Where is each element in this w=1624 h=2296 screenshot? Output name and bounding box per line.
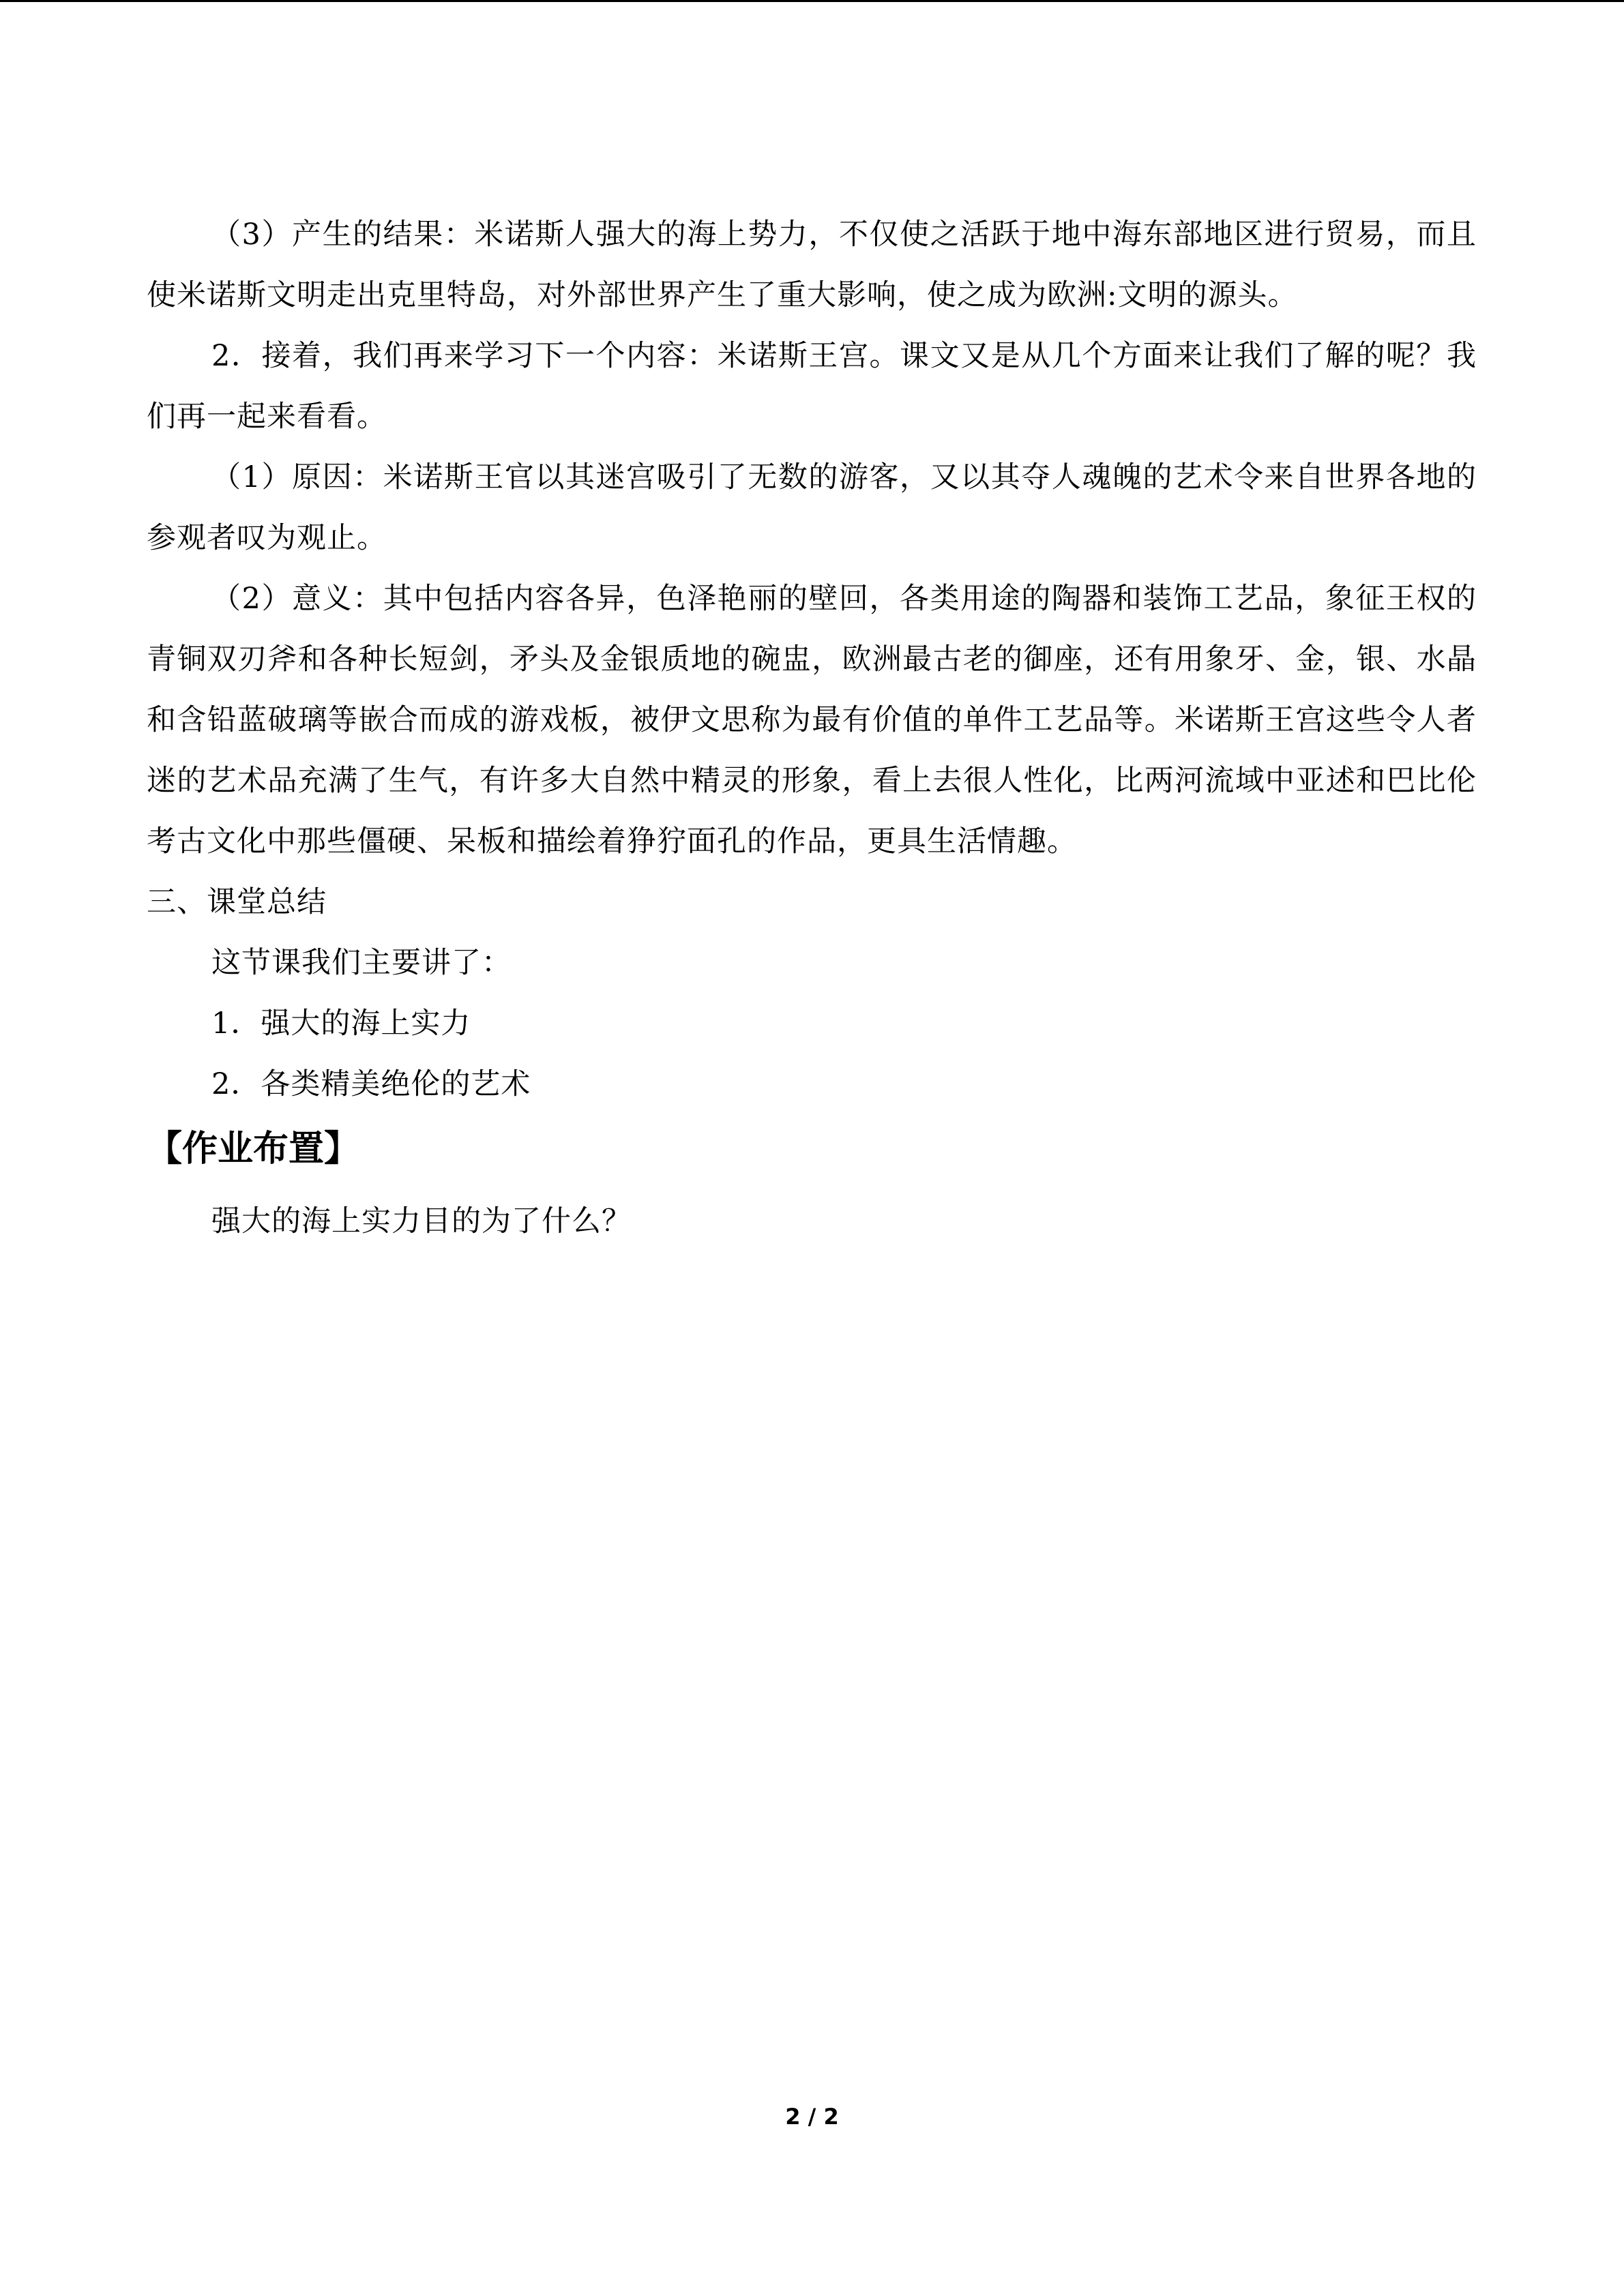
paragraph-next-topic: 2．接着，我们再来学习下一个内容：米诺斯王宫。课文又是从几个方面来让我们了解的呢？我们再一起来看看。: [147, 339, 1477, 434]
paragraph-reason: （1）原因：米诺斯王官以其迷宫吸引了无数的游客，又以其夺人魂魄的艺术令来自世界各地的参观者叹为观止。: [147, 460, 1477, 555]
paragraph-meaning: （2）意义：其中包括内容各异，色泽艳丽的壁回，各类用途的陶器和装饰工艺品，象征王权的青铜双刃斧和各种长短剑，矛头及金银质地的碗盅，欧洲最古老的御座，还有用象牙、金，银、水晶和含铅蓝破璃等嵌合而成的游戏板，被伊文思称为最有价值的单件工艺品等。米诺斯王宫这些令人者迷的艺术品充满了生气，有许多大自然中精灵的形象，看上去很人性化，比两河流域中亚述和巴比伦考古文化中那些僵硬、呆板和描绘着狰狞面孔的作品，更具生活情趣。: [147, 582, 1477, 859]
document-page: [147, 205, 1477, 1252]
summary-item: 2．各类精美绝伦的艺术: [211, 1067, 531, 1101]
summary-intro: 这节课我们主要讲了：: [211, 946, 512, 980]
paragraph-result: （3）产生的结果：米诺斯人强大的海上势力，不仅使之活跃于地中海东部地区进行贸易，而且使米诺斯文明走出克里特岛，对外部世界产生了重大影响，使之成为欧洲:文明的源头。: [147, 218, 1477, 312]
top-border-line: [0, 0, 1624, 2]
summary-item: 1．强大的海上实力: [211, 1007, 471, 1041]
homework-question: 强大的海上实力目的为了什么？: [211, 1204, 632, 1238]
page-number: 2 / 2: [785, 2104, 839, 2130]
homework-heading: 【作业布置】: [147, 1129, 360, 1169]
summary-heading: 三、课堂总结: [147, 885, 327, 919]
